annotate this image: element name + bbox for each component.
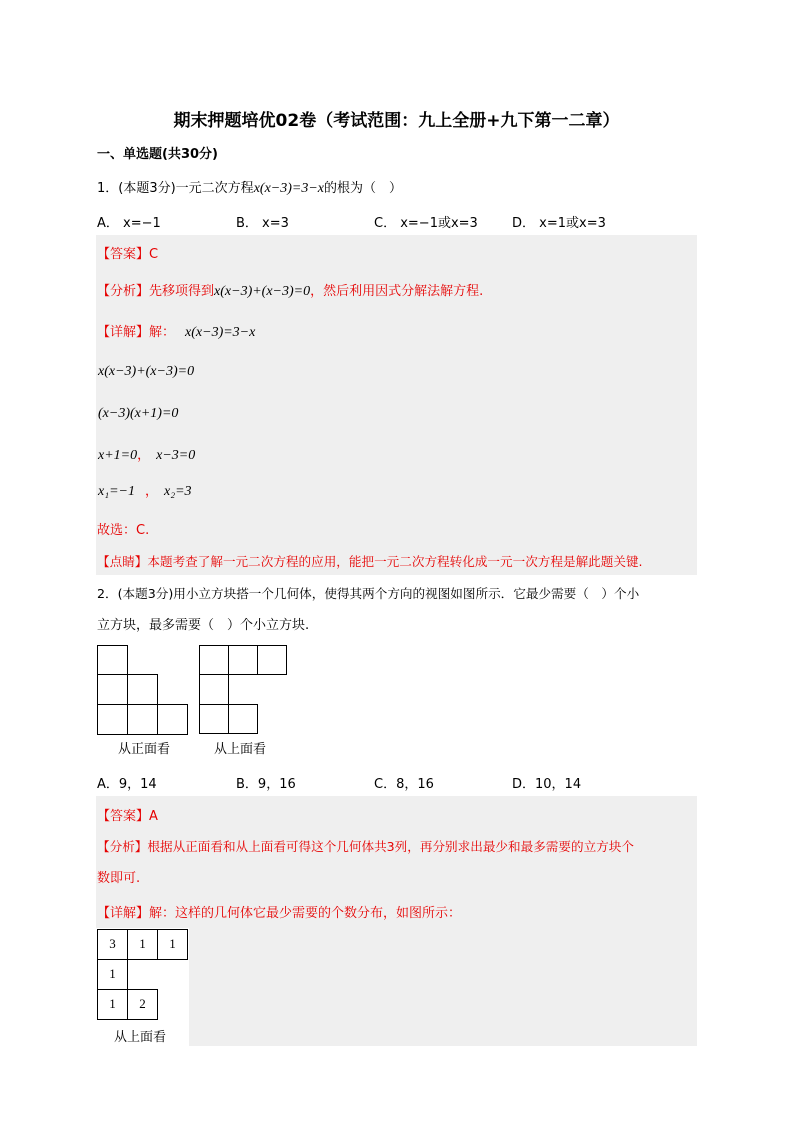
q1-prefix: 1．(本题3分)一元二次方程 (97, 181, 254, 196)
q1-step-4b: x₂=3 (164, 484, 192, 499)
front-view-caption: 从正面看 (118, 742, 171, 757)
top-cell (199, 645, 229, 675)
q1-analysis-eq: x(x−3)+(x−3)=0 (214, 284, 311, 299)
q1-detail-pre: 解： (149, 325, 176, 340)
q1-analysis-pre: 先移项得到 (149, 284, 215, 299)
q2-option-a: A．9，14 (97, 777, 157, 792)
top-view-caption: 从上面看 (214, 742, 267, 757)
q1-option-a: A． x=−1 (97, 216, 161, 231)
q2-option-b: B．9，16 (236, 777, 296, 792)
q1-detail-eq: x(x−3)=3−x (185, 325, 256, 340)
answer-grid-caption: 从上面看 (114, 1030, 167, 1045)
q2-answer: 【答案】A (97, 809, 158, 824)
q1-step-4-sep: ， (144, 484, 158, 499)
question-2-line-1: 2．(本题3分)用小立方块搭一个几何体，使得其两个方向的视图如图所示．它最少需要（ ）个小 (97, 586, 640, 601)
q1-step-2: (x−3)(x+1)=0 (98, 406, 179, 421)
q1-step-3b: x−3=0 (156, 448, 196, 463)
top-cell (228, 645, 258, 675)
front-cell (97, 645, 128, 675)
page-title: 期末押题培优02卷（考试范围：九上全册+九下第一二章） (173, 111, 620, 131)
q2-detail: 【详解】解：这样的几何体它最少需要的个数分布，如图所示： (97, 906, 462, 921)
q1-option-b: B． x=3 (236, 216, 289, 231)
section-heading: 一、单选题(共30分) (97, 147, 218, 162)
q1-step-1: x(x−3)+(x−3)=0 (98, 364, 195, 379)
q1-step-4a: x₁=−1 (98, 484, 135, 499)
question-2-line-2: 立方块，最多需要（ ）个小立方块. (97, 618, 310, 633)
q2-option-d: D．10，14 (512, 777, 582, 792)
q1-detail-label: 【详解】 (97, 325, 150, 340)
front-cell (127, 674, 158, 705)
q2-analysis-line-2: 数即可. (97, 871, 141, 886)
q1-option-d: D． x=1或x=3 (512, 216, 606, 231)
q1-detail (97, 321, 255, 341)
top-cell (199, 674, 229, 705)
q1-step-3 (98, 444, 195, 464)
front-cell (157, 704, 188, 735)
q1-conclusion: 故选：C. (97, 523, 150, 538)
front-cell (127, 704, 158, 735)
grid-number: 1 (109, 996, 116, 1011)
top-cell (199, 704, 229, 734)
grid-number: 1 (109, 966, 116, 981)
top-cell (257, 645, 287, 675)
q2-option-c: C．8，16 (374, 777, 434, 792)
q1-analysis-post: ，然后利用因式分解法解方程. (310, 284, 484, 299)
question-1 (97, 177, 402, 197)
q1-answer: 【答案】C (97, 247, 159, 262)
front-cell (97, 704, 128, 735)
q1-analysis (97, 280, 483, 300)
q1-step-3a: x+1=0 (98, 448, 138, 463)
grid-number: 3 (109, 936, 116, 951)
q1-step-3-sep: ， (137, 448, 151, 463)
q1-suffix: 的根为（ ） (324, 181, 403, 196)
q1-step-4 (98, 480, 192, 500)
q2-analysis-line-1: 【分析】根据从正面看和从上面看可得这个几何体共3列，再分别求出最少和最多需要的立方块个 (97, 839, 634, 854)
top-cell (228, 704, 258, 734)
grid-number: 2 (139, 996, 146, 1011)
q1-equation: x(x−3)=3−x (253, 181, 324, 196)
front-cell (97, 674, 128, 705)
grid-number: 1 (169, 936, 176, 951)
grid-number: 1 (139, 936, 146, 951)
q1-comment: 【点睛】本题考查了解一元二次方程的应用，能把一元二次方程转化成一元一次方程是解此题关键. (97, 554, 643, 569)
q1-option-c: C． x=−1或x=3 (374, 216, 478, 231)
q1-analysis-label: 【分析】 (97, 284, 150, 299)
